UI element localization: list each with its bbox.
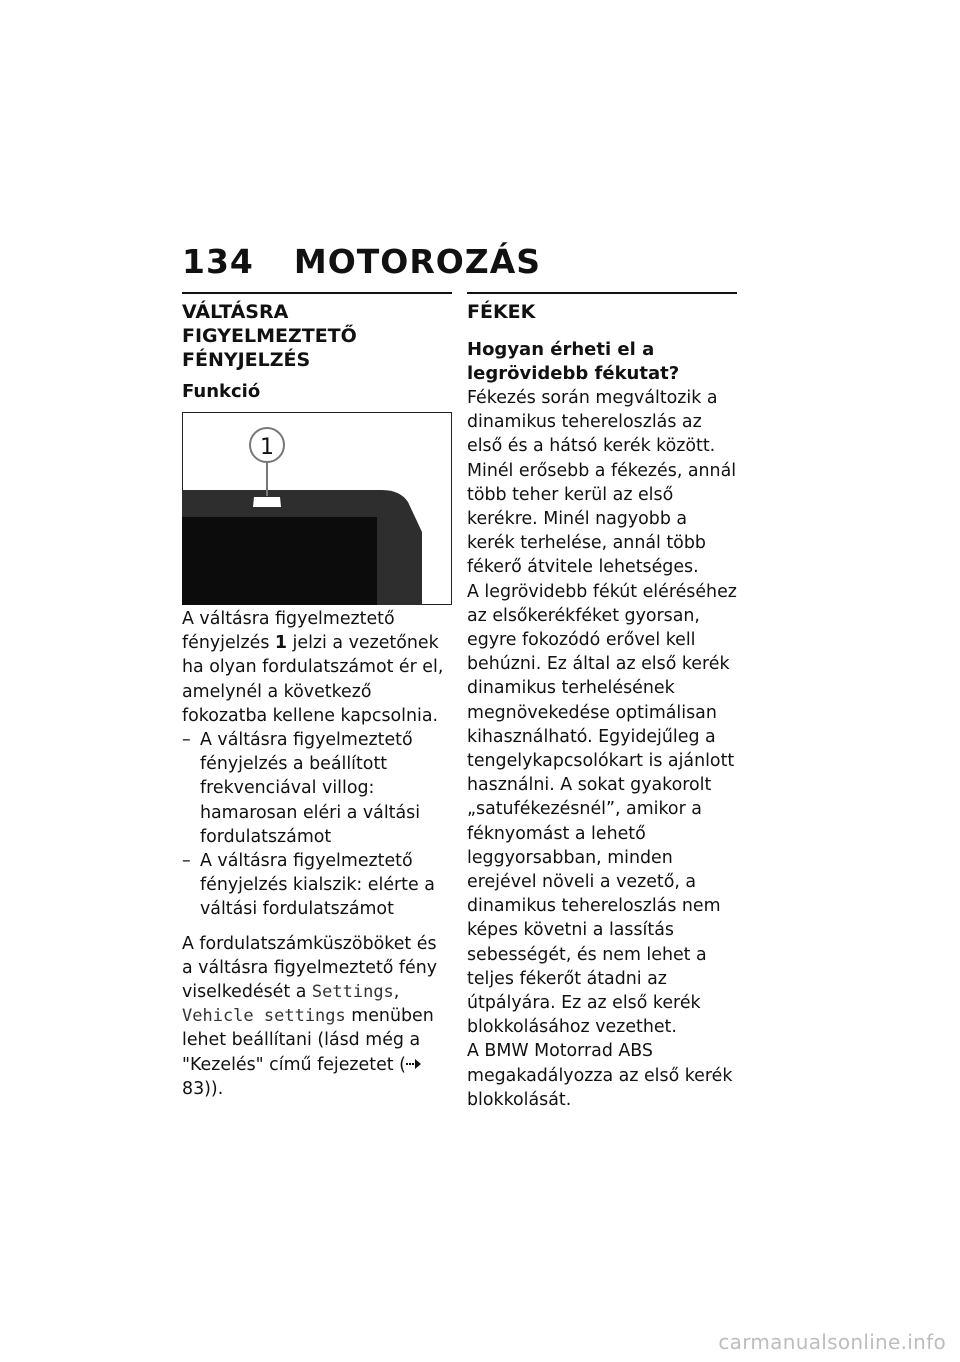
list-item: – A váltásra figyelmeztető fényjelzés a beállított frekvenciával villog: hamarosan eléri a váltási fordulatszámot — [182, 728, 452, 849]
section-rule — [467, 292, 737, 294]
page-number: 134 — [182, 242, 254, 281]
menu-vehicle-settings: Vehicle settings — [182, 1006, 346, 1027]
shift-light-figure — [182, 412, 452, 605]
display-screen — [182, 517, 377, 605]
heading-line: FÉNYJELZÉS — [182, 349, 311, 371]
page-reference[interactable]: 83 — [182, 1078, 205, 1099]
section-rule — [182, 292, 452, 294]
page-reference-arrow-icon — [406, 1053, 422, 1077]
section-heading-shift-light — [182, 300, 452, 372]
text: , — [393, 982, 400, 1003]
callout-label: 1 — [260, 435, 274, 460]
right-column — [467, 292, 737, 1112]
text: A fordulatszámküszöböket és a váltásra figyelmeztető fény viselkedését a — [182, 933, 438, 1003]
question-heading: Hogyan érheti el a legrövidebb fékutat? — [467, 339, 680, 384]
subheading-function: Funkció — [182, 381, 261, 402]
text: )). — [204, 1078, 224, 1099]
heading-line: VÁLTÁSRA FIGYELMEZTETŐ — [182, 301, 357, 347]
menu-settings: Settings — [311, 982, 394, 1003]
callout-ref: 1 — [274, 633, 288, 654]
list-item: – A váltásra figyelmeztető fényjelzés kialszik: elérte a váltási fordulatszámot — [182, 849, 452, 922]
settings-paragraph — [182, 932, 452, 1102]
text: A váltásra figyelmeztető fényjelzés — [182, 609, 395, 654]
shift-light-description — [182, 607, 452, 728]
page-header — [182, 242, 541, 281]
chapter-title: MOTOROZÁS — [293, 242, 542, 281]
text: jelzi a vezetőnek ha olyan fordulatszámot ér el, amelynél a következő fokozatba kellene kapcsolnia. — [182, 633, 444, 726]
shift-light-states — [182, 728, 452, 922]
text: menüben lehet beállítani (lásd még a "Kezelés" című fejezetet ( — [182, 1006, 434, 1075]
section-heading-brakes: FÉKEK — [467, 301, 536, 323]
watermark: carmanualsonline.info — [718, 1330, 946, 1354]
shift-light-lamp — [253, 497, 281, 507]
left-column — [182, 292, 452, 1101]
brakes-paragraph: Fékezés során megváltozik a dinamikus tehereloszlás az első és a hátsó kerék között. Minél erősebb a fékezés, annál több teher kerül az első kerékre. Minél nagyobb a kerék terhelése, annál több fékerő átvitele lehetséges. A legrövidebb fékút eléréséhez az elsőkerékféket gyorsan, egyre fokozódó erővel kell behúzni. Ez által az első kerék dinamikus terhelésének megnövekedése optimálisan kihasználható. Egyidejűleg a tengelykapcsolókart is ajánlott használni. A sokat gyakorolt „satufékezésnél”, amikor a féknyomást a lehető leggyorsabban, minden erejével növeli a vezető, a dinamikus tehereloszlás nem képes követni a lassítás sebességét, és nem lehet a teljes fékerőt átadni az útpályára. Ez az első kerék blokkolásához vezethet. A BMW Motorrad ABS megakadályozza az első kerék blokkolását. — [467, 388, 737, 1110]
